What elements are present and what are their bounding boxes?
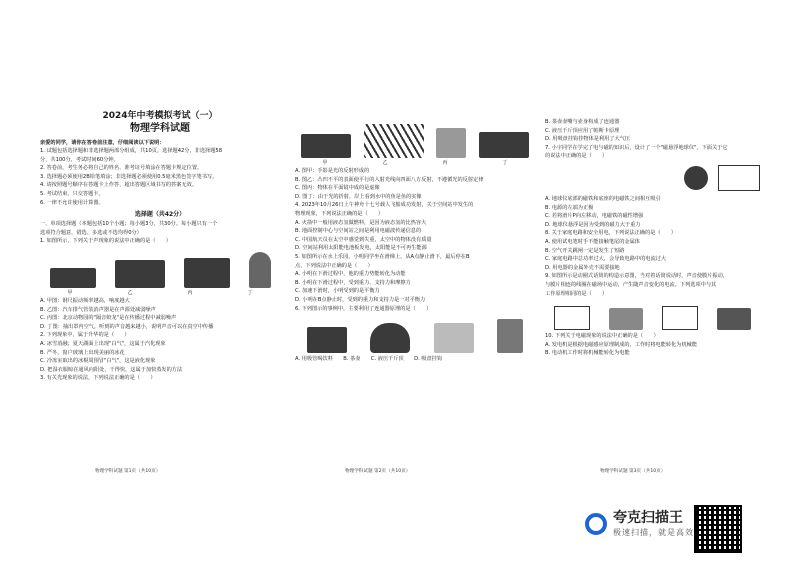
note-line: 6. 一律不允许使用计算器。: [40, 199, 104, 206]
figure-option-b: [609, 308, 643, 330]
question-1: 1. 如图所示，下列关于声现象的说法中正确的是（ ）: [40, 238, 172, 245]
option: A. 甲图：钢尺振动频率越高，响度越大: [40, 297, 130, 304]
note-line: 分，共100分，考试时间60分钟。: [40, 156, 119, 163]
option: B. 图乙：凸凹不平的表面使平行的入射光线向四面八方反射，不遵循光的反射定律: [295, 176, 484, 183]
figure-muffler: [115, 260, 165, 288]
fig-label: 丙: [442, 160, 448, 166]
page-footer: 物理学科试题 第3页（共10页）: [600, 469, 666, 474]
figure-plane-mirror: [436, 128, 466, 158]
page-3: [545, 118, 760, 468]
scanner-watermark: [585, 510, 694, 538]
question-10: 10. 下列关于电磁现象的说法中正确的是（ ）: [545, 333, 659, 340]
option: B. 严冬，窗户玻璃上出现美丽的冰花: [40, 349, 125, 356]
option: A. 图甲：手影是光的反射形成的: [295, 168, 370, 174]
question-6: 6. 下列图示的事例中，主要利用了连通器原理的是（ ）: [295, 305, 432, 312]
question-4-cont: 物理现象，下列说法正确的是（ ）: [295, 210, 384, 217]
page-2: [295, 118, 535, 468]
figure-circuit: [718, 165, 760, 191]
option: C. 冷冻室取出的冰棍周围冒"白气"，这是液化现象: [40, 358, 156, 365]
option: D. 把湿衣服晾在通风向阳处，干得快，这属于加快蒸发的方法: [40, 366, 183, 373]
q9-figures: [545, 300, 760, 330]
option: B. 茶壶壶嘴与壶身构成了连通器: [545, 119, 620, 125]
figure-fishing: [479, 132, 529, 158]
note-line: 3. 选择题必须使用2B铅笔填涂；非选择题必须使用0.5毫米黑色签字笔书写。: [40, 173, 218, 180]
q3-figure-labels: [295, 160, 535, 167]
brand-name: 夸克扫描王: [613, 510, 683, 526]
option: B. 电动机工作时将机械能转化为电能: [545, 350, 630, 357]
section-title: 选择题（共42分）: [134, 211, 186, 219]
option: C. 液压千斤顶应用了帕斯卡原理: [545, 127, 620, 134]
brand-slogan: 极速扫描，就是高效: [613, 528, 694, 537]
option: C. 图丙：物体在平面镜中成的是虚像: [295, 185, 380, 192]
q1-figures: [40, 248, 280, 288]
figure-option-a: [554, 306, 590, 330]
fig-label: 丁: [502, 160, 508, 166]
fig-label: 丁: [247, 289, 253, 296]
qr-code-icon: [694, 505, 742, 553]
question-7-cont: 的说法中正确的是（ ）: [545, 153, 608, 160]
section-intro-line: 一、单项选择题（本题包括10个小题；每小题3分，共30分。每小题只有一个: [40, 221, 218, 228]
q7-figures: [545, 161, 760, 195]
fig-label: 乙: [127, 289, 133, 296]
option: C. 丙图：北京动物园的"隔音蛟龙"是在传播过程中减弱噪声: [40, 315, 177, 322]
note-line: 5. 考试结束，只交答题卡。: [40, 190, 104, 197]
figure-suction-hook: [497, 319, 523, 353]
question-9-cont: 工作原理相同的是（ ）: [545, 290, 608, 297]
figure-hand-shadow: [301, 134, 351, 158]
exam-title: 2024年中考模拟考试（一）: [102, 111, 218, 121]
figure-drinking-straw: [307, 327, 347, 353]
q1-figure-labels: [40, 290, 280, 297]
option: A. 小明在下滑过程中，他的重力势能转化为动能: [295, 271, 406, 278]
page-footer: 物理学科试题 第1页（共10页）: [95, 469, 161, 474]
exam-subtitle: 物理学科试题: [130, 123, 190, 134]
option: D. 用吸盘挂钩挂物体是利用了大气压: [545, 136, 631, 143]
option: D. 丁图：抽出罩内空气，听到的声音越来越小，说明声音可以在真空中传播: [40, 323, 214, 330]
page-footer: 物理学科试题 第2页（共10页）: [345, 469, 411, 474]
figure-globe: [684, 166, 708, 190]
option: B. 空气开关跳闸一定是发生了短路: [545, 247, 625, 254]
option: B. 乙图：汽车排气管装消声器是在声源处减弱噪声: [40, 306, 156, 313]
q6-figures: [295, 315, 535, 353]
option: C. 若将滑片P向左移动，电磁铁的磁性增强: [545, 213, 644, 220]
option: C. 家庭电路中总功率过大，会导致电路中的电流过大: [545, 256, 667, 263]
question-8: 8. 关于家庭电路和安全用电，下列说法正确的是（ ）: [545, 230, 677, 237]
fig-label: 甲: [322, 160, 328, 166]
option: D. 小明在B点静止时，受到的重力和支持力是一对平衡力: [295, 296, 426, 303]
question-7: 7. 小宇同学在学完了电与磁的知识后，设计了一个"磁悬浮地球仪"，下面关于它: [545, 144, 728, 151]
option: A. 使用试电笔时手不能接触笔尾的金属体: [545, 238, 640, 245]
question-3: 3. 有关光现象的说法，下列说法正确的是（ ）: [40, 375, 156, 382]
option: C. 加速下滑时，小明受到的是平衡力: [295, 288, 380, 295]
option: D. 空间站利用太阳能电池板发电，太阳能是不可再生能源: [295, 245, 427, 252]
fig-label: 丙: [187, 289, 193, 296]
option: A. 地球仪底部的磁铁和底座的电磁铁之间相互吸引: [545, 195, 661, 202]
option: A. 冰雪消融；夏天湖面上出现"白气"，这属于汽化现象: [40, 340, 166, 347]
question-4: 4. 2023年10月26日上午神舟十七号载人飞船成功发射，关于空间站中发生的: [295, 202, 474, 209]
question-9: 9. 如图所示是动圈式话筒的构造示意图，当对着话筒说话时，声音使膜片振动，: [545, 273, 728, 280]
question-2: 2. 下列现象中，属于升华的是（ ）: [40, 332, 130, 339]
figure-option-d: [717, 308, 751, 330]
option: D. 地球仪悬浮是因为受到的磁力大于重力: [545, 221, 641, 228]
notes-heading: 亲爱的同学，请你在答卷前注意，仔细阅读以下说明：: [40, 140, 165, 146]
fig-label: 甲: [67, 289, 73, 296]
figure-option-c: [662, 306, 698, 330]
figure-teapot: [370, 323, 410, 353]
option: A. 火箭中一般用液态氢做燃料，是因为液态氢的比热容大: [295, 219, 427, 226]
figure-bell-jar: [249, 252, 271, 288]
option: B. 地面控制中心与空间站之间是利用电磁波传递信息的: [295, 228, 422, 235]
page-1: [40, 110, 280, 460]
note-line: 4. 请按照题号顺序在答题卡上作答，超出答题区域书写的答案无效。: [40, 182, 198, 189]
figure-diffuse-reflection: [364, 124, 424, 158]
question-9-cont: 与膜片相连的线圈在磁场中运动，产生随声音变化的电流。下列选项中与其: [545, 281, 717, 288]
fig-label: 乙: [382, 160, 388, 166]
option: A. 用吸管喝饮料 B. 茶壶 C. 液压千斤顶 D. 吸盘挂钩: [295, 356, 443, 363]
section-intro-line: 选项符合题意，错选、多选或不选均得0分）: [40, 229, 142, 236]
question-5: 5. 如图所示在水上乐园，小明同学坐在滑梯上，从A点静止滑下，最后停在B: [295, 253, 470, 260]
scanner-logo-icon: [585, 513, 607, 535]
option: A. 发电机是根据电磁感应原理制成的，工作时将电能转化为机械能: [545, 341, 698, 348]
note-line: 2. 答卷前，考生务必将自己的姓名、准考证号填涂在答题卡规定位置。: [40, 165, 203, 172]
question-5-cont: 点，下列说法中正确的是（ ）: [295, 262, 373, 269]
figure-ruler: [50, 268, 96, 288]
option: B. 小明在下滑过程中，受到重力、支持力和摩擦力: [295, 279, 411, 286]
figure-hydraulic-jack: [434, 323, 474, 353]
option: D. 图丁：由于光的折射，岸上看到水中的鱼是鱼的实像: [295, 193, 422, 200]
figure-sound-barrier: [184, 258, 230, 288]
option: D. 用电器的金属外壳不需要接地: [545, 264, 620, 271]
option: B. 电源的左端为正极: [545, 204, 594, 211]
note-line: 1. 试题包括选择题和非选择题两部分组成，共10页，选择题42分，非选择题58: [40, 148, 223, 154]
q3-figures: [295, 120, 535, 158]
option: C. 中国航天员在太空中感觉到失重，太空中的物体没有质量: [295, 236, 432, 243]
